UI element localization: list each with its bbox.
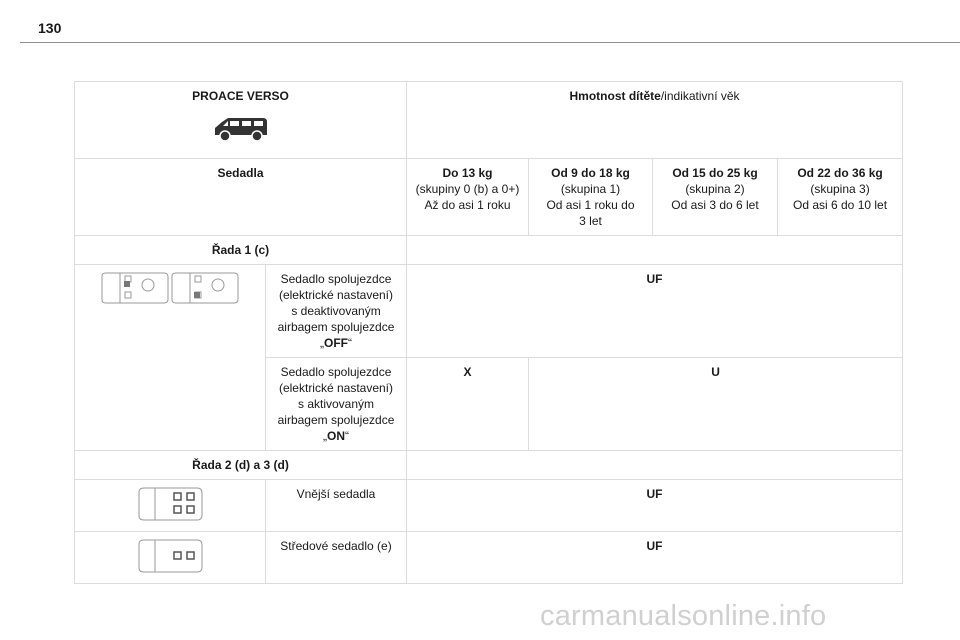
center-seat-diagram-icon bbox=[135, 538, 205, 574]
group-line: Až do asi 1 roku bbox=[424, 198, 511, 212]
groups-row bbox=[75, 159, 903, 236]
group-weight: Od 15 do 25 kg bbox=[672, 166, 758, 180]
outer-seats-diagram-icon bbox=[135, 486, 205, 522]
empty-cell bbox=[407, 236, 903, 265]
center-image-cell bbox=[75, 532, 266, 584]
quote-open: „ bbox=[323, 429, 327, 443]
seat-desc-line: Sedadlo spolujezdce bbox=[280, 365, 392, 379]
group-line: (skupiny 0 (b) a 0+) bbox=[415, 182, 520, 196]
seat-desc-line: (elektrické nastavení) bbox=[278, 381, 394, 395]
row23-title: Řada 2 (d) a 3 (d) bbox=[192, 458, 289, 472]
group-line: (skupina 3) bbox=[810, 182, 870, 196]
van-icon bbox=[212, 114, 270, 144]
weight-title: Hmotnost dítěte bbox=[569, 89, 661, 103]
weight-title-rest: /indikativní věk bbox=[660, 89, 740, 103]
watermark: carmanualsonline.info bbox=[540, 600, 827, 632]
airbag-state-line bbox=[272, 335, 400, 351]
seat-desc-line: airbagem spolujezdce bbox=[277, 413, 395, 427]
group-weight: Do 13 kg bbox=[442, 166, 493, 180]
quote-close: “ bbox=[348, 336, 352, 350]
seat-desc-line: s deaktivovaným bbox=[291, 304, 381, 318]
outer-value-cell bbox=[407, 480, 903, 532]
row1-title-cell bbox=[75, 236, 407, 265]
group-weight: Od 9 do 18 kg bbox=[551, 166, 630, 180]
group-line: Od asi 3 do 6 let bbox=[671, 198, 759, 212]
center-value-cell bbox=[407, 532, 903, 584]
group-weight: Od 22 do 36 kg bbox=[797, 166, 883, 180]
group-cell bbox=[653, 159, 778, 236]
header-rule bbox=[20, 42, 960, 43]
group-cell bbox=[778, 159, 903, 236]
empty-cell bbox=[407, 451, 903, 480]
seat-desc-line: s aktivovaným bbox=[297, 397, 375, 411]
seats-label-cell bbox=[75, 159, 407, 236]
group-cell bbox=[529, 159, 653, 236]
group-line: 3 let bbox=[579, 214, 602, 228]
row1-off-value: UF bbox=[646, 272, 663, 286]
weight-title-cell bbox=[407, 82, 903, 159]
row23-title-row bbox=[75, 451, 903, 480]
airbag-state-line bbox=[272, 428, 400, 444]
group-line: Od asi 1 roku do bbox=[546, 198, 635, 212]
airbag-state: ON bbox=[327, 429, 345, 443]
table-header-row bbox=[75, 82, 903, 159]
row1-off-label-cell bbox=[266, 265, 407, 358]
group-cell bbox=[407, 159, 529, 236]
seat-desc-line: (elektrické nastavení) bbox=[278, 288, 394, 302]
row23-title-cell bbox=[75, 451, 407, 480]
model-cell bbox=[75, 82, 407, 159]
front-seat-diagram-icon bbox=[98, 271, 242, 305]
row1-on-first-value-cell bbox=[407, 358, 529, 451]
row23-outer-row bbox=[75, 480, 903, 532]
row1-title: Řada 1 (c) bbox=[211, 243, 270, 257]
outer-image-cell bbox=[75, 480, 266, 532]
row1-image-cell bbox=[75, 265, 266, 451]
row1-off-row bbox=[75, 265, 903, 358]
group-line: Od asi 6 do 10 let bbox=[792, 198, 888, 212]
quote-open: „ bbox=[320, 336, 324, 350]
row1-on-label-cell bbox=[266, 358, 407, 451]
row23-center-row bbox=[75, 532, 903, 584]
seat-desc-line: airbagem spolujezdce bbox=[277, 320, 395, 334]
row1-on-rest-value: U bbox=[711, 365, 720, 379]
seats-label: Sedadla bbox=[217, 166, 264, 180]
row1-on-first-value: X bbox=[463, 365, 472, 379]
row1-on-rest-value-cell bbox=[529, 358, 903, 451]
page-number: 130 bbox=[38, 20, 62, 36]
center-value: UF bbox=[646, 539, 663, 553]
group-line: (skupina 2) bbox=[685, 182, 745, 196]
group-line: (skupina 1) bbox=[560, 182, 621, 196]
seat-desc-line: Sedadlo spolujezdce bbox=[280, 272, 392, 286]
center-label: Středové sedadlo (e) bbox=[280, 539, 392, 553]
center-label-cell bbox=[266, 532, 407, 584]
model-name: PROACE VERSO bbox=[192, 89, 289, 103]
row1-title-row bbox=[75, 236, 903, 265]
outer-value: UF bbox=[646, 487, 663, 501]
airbag-state: OFF bbox=[324, 336, 348, 350]
quote-close: “ bbox=[345, 429, 349, 443]
outer-label-cell bbox=[266, 480, 407, 532]
child-seat-table bbox=[74, 81, 903, 584]
outer-label: Vnější sedadla bbox=[296, 487, 376, 501]
row1-off-value-cell bbox=[407, 265, 903, 358]
